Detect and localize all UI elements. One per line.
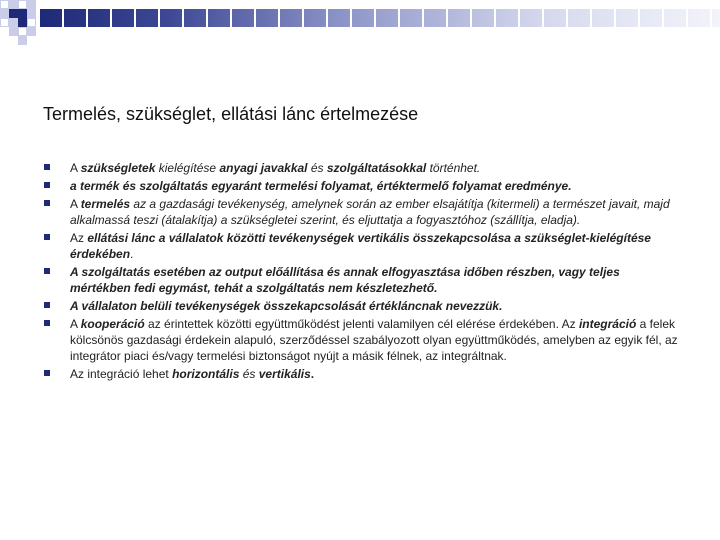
decor-square <box>27 9 36 18</box>
bullet-text-segment: A <box>70 317 81 331</box>
square-bullet-icon <box>44 182 50 188</box>
square-bullet-icon <box>44 268 50 274</box>
bullet-text-segment: A <box>70 197 81 211</box>
bullet-text-segment: termelés <box>80 197 131 211</box>
bullet-item <box>43 196 683 228</box>
bullet-text-segment: . <box>130 247 134 261</box>
bullet-text-segment: A szolgáltatás esetében az output előállítása és annak elfogyasztása időben részben, vagy teljes mértékben fedi egymást, tehát a szolgáltatás nem készletezhető. <box>70 265 620 295</box>
bullet-text-segment: ellátási lánc a vállalatok közötti tevékenységek vertikális összekapcsolása a szükséglet-kielégítése érdekében <box>70 231 651 261</box>
bullet-text-segment: horizontális <box>172 367 240 381</box>
bullet-text-segment: vertikális <box>258 367 311 381</box>
bullet-text-segment: a termék és szolgáltatás egyaránt termelési folyamat, értéktermelő folyamat eredménye. <box>70 179 572 193</box>
decor-square <box>9 9 18 18</box>
decor-square <box>27 0 36 9</box>
bullet-text-segment: A vállalaton belüli tevékenységek összekapcsolását értékláncnak nevezzük. <box>70 299 503 313</box>
bullet-item <box>43 264 683 296</box>
bullet-text-segment: a felek kölcsönös gazdasági érdekein alapuló, szerződéssel szabályozott olyan együttműködés, amelyben az egyik fél, az integrátor piaci és/vagy termelési biztonságot nyújt a másik félnek, az integráltnak. <box>70 317 678 363</box>
bullet-text-segment: Az integráció lehet <box>70 367 173 381</box>
decor-square <box>9 18 18 27</box>
decor-square <box>9 0 18 9</box>
decor-square <box>0 18 9 27</box>
bullet-text-segment: szolgáltatásokkal <box>326 161 427 175</box>
header-bar-stripes <box>40 9 720 27</box>
square-bullet-icon <box>44 302 50 308</box>
bullet-text-segment: és <box>239 367 259 381</box>
bullet-text-segment: és <box>307 161 327 175</box>
bullet-list <box>43 160 683 384</box>
bullet-item <box>43 316 683 364</box>
bullet-text-segment: kielégítése <box>155 161 220 175</box>
decor-square <box>18 18 27 27</box>
bullet-text-segment: szükségletek <box>80 161 156 175</box>
bullet-text-segment: A <box>70 161 81 175</box>
header-decoration <box>0 0 720 50</box>
bullet-text-segment: az a gazdasági tevékenység, amelynek során az ember elsajátítja (kitermeli) a természet javait, majd alkalmassá teszi (átalakítja) a szükségletei szerint, és eljuttatja a fogyasztóhoz (szállítja, eladja). <box>70 197 670 227</box>
bullet-item <box>43 366 683 382</box>
decor-square <box>18 27 27 36</box>
bullet-item <box>43 298 683 314</box>
decor-square <box>0 9 9 18</box>
square-bullet-icon <box>44 320 50 326</box>
decor-square <box>27 27 36 36</box>
decor-square <box>18 0 27 9</box>
decor-square <box>9 27 18 36</box>
bullet-item <box>43 160 683 176</box>
decor-square <box>0 0 9 9</box>
bullet-text-segment: Az <box>70 231 88 245</box>
bullet-item <box>43 230 683 262</box>
bullet-text-segment: kooperáció <box>80 317 145 331</box>
bullet-text-segment: az érintettek közötti együttműködést jelenti valamilyen cél elérése érdekében. Az <box>144 317 579 331</box>
bullet-text-segment: történhet. <box>426 161 481 175</box>
square-bullet-icon <box>44 164 50 170</box>
decor-square <box>27 18 36 27</box>
header-gradient-bar <box>40 9 720 27</box>
decor-square <box>18 36 27 45</box>
square-bullet-icon <box>44 234 50 240</box>
slide-title: Termelés, szükséglet, ellátási lánc értelmezése <box>43 104 419 124</box>
bullet-text-segment: integráció <box>578 317 637 331</box>
bullet-item <box>43 178 683 194</box>
square-bullet-icon <box>44 370 50 376</box>
bullet-text-segment: anyagi javakkal <box>219 161 308 175</box>
decor-square <box>18 9 27 18</box>
bullet-text-segment: . <box>310 367 315 381</box>
square-bullet-icon <box>44 200 50 206</box>
